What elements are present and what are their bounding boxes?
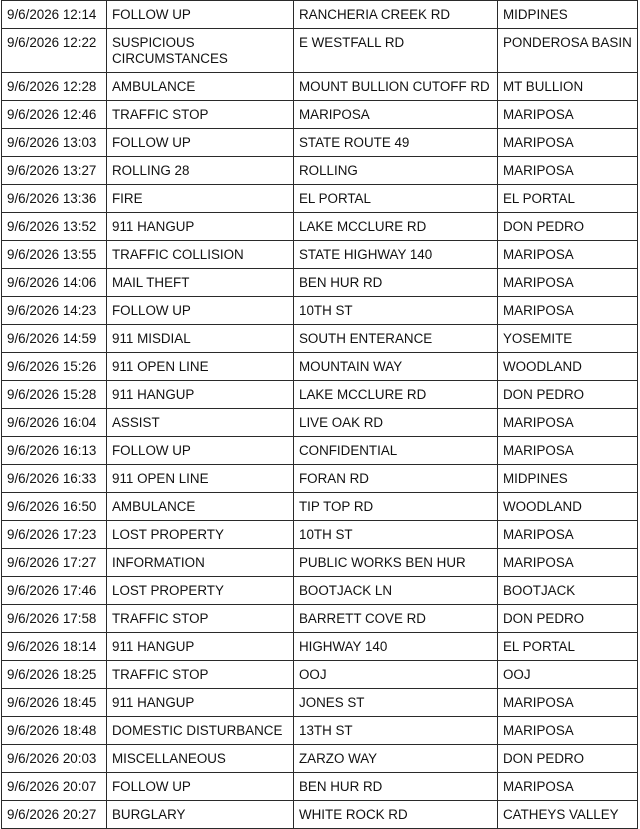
cell-incident-type: 911 HANGUP: [107, 381, 294, 409]
cell-incident-type: 911 HANGUP: [107, 213, 294, 241]
cell-location: E WESTFALL RD: [294, 29, 498, 73]
cell-incident-type: SUSPICIOUS CIRCUMSTANCES: [107, 29, 294, 73]
cell-location: FORAN RD: [294, 465, 498, 493]
cell-datetime: 9/6/2026 13:27: [2, 157, 107, 185]
cell-location: TIP TOP RD: [294, 493, 498, 521]
cell-datetime: 9/6/2026 13:55: [2, 241, 107, 269]
incident-log-table: [1, 0, 638, 829]
cell-location: MOUNTAIN WAY: [294, 353, 498, 381]
cell-datetime: 9/6/2026 14:59: [2, 325, 107, 353]
cell-location: EL PORTAL: [294, 185, 498, 213]
cell-location: BOOTJACK LN: [294, 577, 498, 605]
cell-location: SOUTH ENTERANCE: [294, 325, 498, 353]
table-row: [2, 521, 638, 549]
cell-datetime: 9/6/2026 14:23: [2, 297, 107, 325]
cell-location: HIGHWAY 140: [294, 633, 498, 661]
cell-location: LIVE OAK RD: [294, 409, 498, 437]
cell-area: MARIPOSA: [498, 297, 638, 325]
cell-area: WOODLAND: [498, 353, 638, 381]
table-row: [2, 185, 638, 213]
cell-incident-type: TRAFFIC STOP: [107, 605, 294, 633]
cell-area: MARIPOSA: [498, 101, 638, 129]
cell-datetime: 9/6/2026 14:06: [2, 269, 107, 297]
cell-incident-type: 911 HANGUP: [107, 633, 294, 661]
cell-incident-type: FOLLOW UP: [107, 1, 294, 29]
cell-incident-type: TRAFFIC STOP: [107, 101, 294, 129]
table-row: [2, 325, 638, 353]
cell-datetime: 9/6/2026 15:28: [2, 381, 107, 409]
cell-datetime: 9/6/2026 16:04: [2, 409, 107, 437]
cell-location: RANCHERIA CREEK RD: [294, 1, 498, 29]
cell-datetime: 9/6/2026 17:58: [2, 605, 107, 633]
cell-area: YOSEMITE: [498, 325, 638, 353]
cell-incident-type: DOMESTIC DISTURBANCE: [107, 717, 294, 745]
cell-incident-type: AMBULANCE: [107, 73, 294, 101]
cell-area: MARIPOSA: [498, 409, 638, 437]
table-row: [2, 801, 638, 829]
cell-incident-type: 911 OPEN LINE: [107, 465, 294, 493]
table-row: [2, 605, 638, 633]
table-row: [2, 213, 638, 241]
cell-location: 10TH ST: [294, 297, 498, 325]
cell-area: MARIPOSA: [498, 689, 638, 717]
cell-area: MT BULLION: [498, 73, 638, 101]
table-row: [2, 353, 638, 381]
cell-datetime: 9/6/2026 18:45: [2, 689, 107, 717]
cell-location: MARIPOSA: [294, 101, 498, 129]
cell-datetime: 9/6/2026 18:14: [2, 633, 107, 661]
cell-incident-type: MAIL THEFT: [107, 269, 294, 297]
cell-incident-type: FOLLOW UP: [107, 773, 294, 801]
cell-datetime: 9/6/2026 18:25: [2, 661, 107, 689]
table-row: [2, 269, 638, 297]
cell-location: BEN HUR RD: [294, 269, 498, 297]
cell-location: WHITE ROCK RD: [294, 801, 498, 829]
cell-datetime: 9/6/2026 12:28: [2, 73, 107, 101]
cell-area: MARIPOSA: [498, 269, 638, 297]
table-row: [2, 437, 638, 465]
table-row: [2, 157, 638, 185]
table-row: [2, 101, 638, 129]
cell-incident-type: TRAFFIC COLLISION: [107, 241, 294, 269]
cell-datetime: 9/6/2026 12:14: [2, 1, 107, 29]
cell-area: DON PEDRO: [498, 213, 638, 241]
table-row: [2, 633, 638, 661]
incident-log-body: [2, 1, 638, 829]
cell-incident-type: FIRE: [107, 185, 294, 213]
cell-area: CATHEYS VALLEY: [498, 801, 638, 829]
cell-area: EL PORTAL: [498, 185, 638, 213]
cell-incident-type: BURGLARY: [107, 801, 294, 829]
cell-datetime: 9/6/2026 13:03: [2, 129, 107, 157]
cell-area: MIDPINES: [498, 1, 638, 29]
cell-incident-type: 911 HANGUP: [107, 689, 294, 717]
cell-area: MARIPOSA: [498, 521, 638, 549]
cell-datetime: 9/6/2026 20:03: [2, 745, 107, 773]
table-row: [2, 549, 638, 577]
table-row: [2, 381, 638, 409]
cell-location: JONES ST: [294, 689, 498, 717]
cell-location: 10TH ST: [294, 521, 498, 549]
cell-incident-type: ROLLING 28: [107, 157, 294, 185]
cell-incident-type: ASSIST: [107, 409, 294, 437]
table-row: [2, 773, 638, 801]
cell-area: PONDEROSA BASIN: [498, 29, 638, 73]
cell-area: EL PORTAL: [498, 633, 638, 661]
cell-location: ZARZO WAY: [294, 745, 498, 773]
cell-incident-type: LOST PROPERTY: [107, 577, 294, 605]
table-row: [2, 297, 638, 325]
cell-area: MARIPOSA: [498, 241, 638, 269]
cell-datetime: 9/6/2026 20:27: [2, 801, 107, 829]
cell-datetime: 9/6/2026 16:33: [2, 465, 107, 493]
table-row: [2, 493, 638, 521]
cell-area: MARIPOSA: [498, 717, 638, 745]
cell-location: STATE ROUTE 49: [294, 129, 498, 157]
cell-datetime: 9/6/2026 20:07: [2, 773, 107, 801]
cell-datetime: 9/6/2026 18:48: [2, 717, 107, 745]
cell-incident-type: AMBULANCE: [107, 493, 294, 521]
cell-incident-type: INFORMATION: [107, 549, 294, 577]
table-row: [2, 73, 638, 101]
cell-datetime: 9/6/2026 12:46: [2, 101, 107, 129]
table-row: [2, 129, 638, 157]
table-row: [2, 577, 638, 605]
cell-datetime: 9/6/2026 17:46: [2, 577, 107, 605]
cell-location: LAKE MCCLURE RD: [294, 381, 498, 409]
cell-incident-type: TRAFFIC STOP: [107, 661, 294, 689]
cell-location: 13TH ST: [294, 717, 498, 745]
cell-location: STATE HIGHWAY 140: [294, 241, 498, 269]
cell-incident-type: FOLLOW UP: [107, 297, 294, 325]
cell-incident-type: 911 OPEN LINE: [107, 353, 294, 381]
cell-incident-type: FOLLOW UP: [107, 129, 294, 157]
cell-area: MARIPOSA: [498, 129, 638, 157]
cell-location: CONFIDENTIAL: [294, 437, 498, 465]
table-row: [2, 241, 638, 269]
cell-location: LAKE MCCLURE RD: [294, 213, 498, 241]
cell-location: BEN HUR RD: [294, 773, 498, 801]
cell-area: DON PEDRO: [498, 605, 638, 633]
cell-location: PUBLIC WORKS BEN HUR: [294, 549, 498, 577]
cell-datetime: 9/6/2026 15:26: [2, 353, 107, 381]
cell-datetime: 9/6/2026 17:27: [2, 549, 107, 577]
cell-area: WOODLAND: [498, 493, 638, 521]
cell-datetime: 9/6/2026 13:52: [2, 213, 107, 241]
cell-area: MIDPINES: [498, 465, 638, 493]
cell-area: MARIPOSA: [498, 549, 638, 577]
cell-location: ROLLING: [294, 157, 498, 185]
cell-datetime: 9/6/2026 13:36: [2, 185, 107, 213]
cell-area: OOJ: [498, 661, 638, 689]
table-row: [2, 409, 638, 437]
cell-location: MOUNT BULLION CUTOFF RD: [294, 73, 498, 101]
table-row: [2, 689, 638, 717]
table-row: [2, 661, 638, 689]
cell-incident-type: FOLLOW UP: [107, 437, 294, 465]
table-row: [2, 1, 638, 29]
cell-incident-type: MISCELLANEOUS: [107, 745, 294, 773]
cell-area: MARIPOSA: [498, 157, 638, 185]
cell-datetime: 9/6/2026 16:13: [2, 437, 107, 465]
table-row: [2, 465, 638, 493]
table-row: [2, 29, 638, 73]
cell-area: MARIPOSA: [498, 437, 638, 465]
cell-location: BARRETT COVE RD: [294, 605, 498, 633]
cell-incident-type: 911 MISDIAL: [107, 325, 294, 353]
table-row: [2, 717, 638, 745]
table-row: [2, 745, 638, 773]
cell-incident-type: LOST PROPERTY: [107, 521, 294, 549]
cell-area: DON PEDRO: [498, 745, 638, 773]
cell-area: BOOTJACK: [498, 577, 638, 605]
cell-location: OOJ: [294, 661, 498, 689]
cell-datetime: 9/6/2026 17:23: [2, 521, 107, 549]
cell-area: DON PEDRO: [498, 381, 638, 409]
cell-datetime: 9/6/2026 16:50: [2, 493, 107, 521]
cell-area: MARIPOSA: [498, 773, 638, 801]
cell-datetime: 9/6/2026 12:22: [2, 29, 107, 73]
